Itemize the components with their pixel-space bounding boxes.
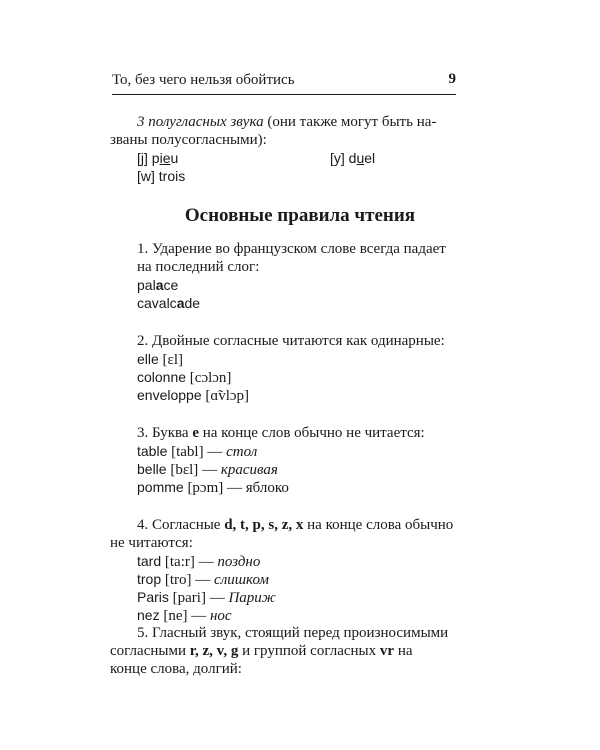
rule4-example: tard [ta:r] — поздно [137,553,261,570]
rule1-example-palace: palace [137,277,179,293]
semivowels-rest: (они также могут быть на- [267,114,437,130]
rule5-line-2: согласными r, z, v, g и группой согласных vr на [110,643,413,659]
section-title: Основные правила чтения [184,205,416,226]
rule3-example: pomme [pɔm] — яблоко [137,479,289,496]
rule4-line-1: 4. Согласные d, t, p, s, z, x на конце слова обычно [137,517,454,533]
semivowel-example-y: [y] duel [330,150,376,166]
rule3-example: table [tabl] — стол [137,443,258,460]
rule5-line-3: конце слова, долгий: [110,661,242,677]
rule2-example: enveloppe [ɑ̃vlɔp] [137,387,250,404]
rule1-line-1: 1. Ударение во французском слове всегда падает [137,241,446,257]
semivowels-line-2: званы полусогласными): [110,132,267,148]
rule1-example-cavalcade: cavalcade [137,295,201,311]
rule2-line-1: 2. Двойные согласные читаются как одинарные: [137,333,445,349]
rule4-example: trop [tro] — слишком [137,571,269,588]
rule2-example: elle [ɛl] [137,351,184,368]
page-number: 9 [448,71,456,87]
semivowels-line-1 [137,113,436,131]
rule3-example: belle [bɛl] — красивая [137,461,278,478]
running-header [112,72,456,95]
rule4-line-2: не читаются: [110,535,193,551]
running-title: То, без чего нельзя обойтись [112,72,295,88]
rule5-line-1: 5. Гласный звук, стоящий перед произносимыми [137,625,449,641]
semivowel-example-j: [j] pieu [137,150,179,166]
rule3-line-1: 3. Буква e на конце слов обычно не читается: [137,425,425,441]
rule2-example: colonne [cɔlɔn] [137,369,232,386]
rule4-example: Paris [pari] — Париж [137,589,276,606]
rule1-line-2: на последний слог: [137,259,260,275]
semivowels-phrase: 3 полугласных звука [137,114,264,130]
semivowel-example-w: [w] trois [137,168,186,184]
rule4-example: nez [ne] — нос [137,607,232,624]
